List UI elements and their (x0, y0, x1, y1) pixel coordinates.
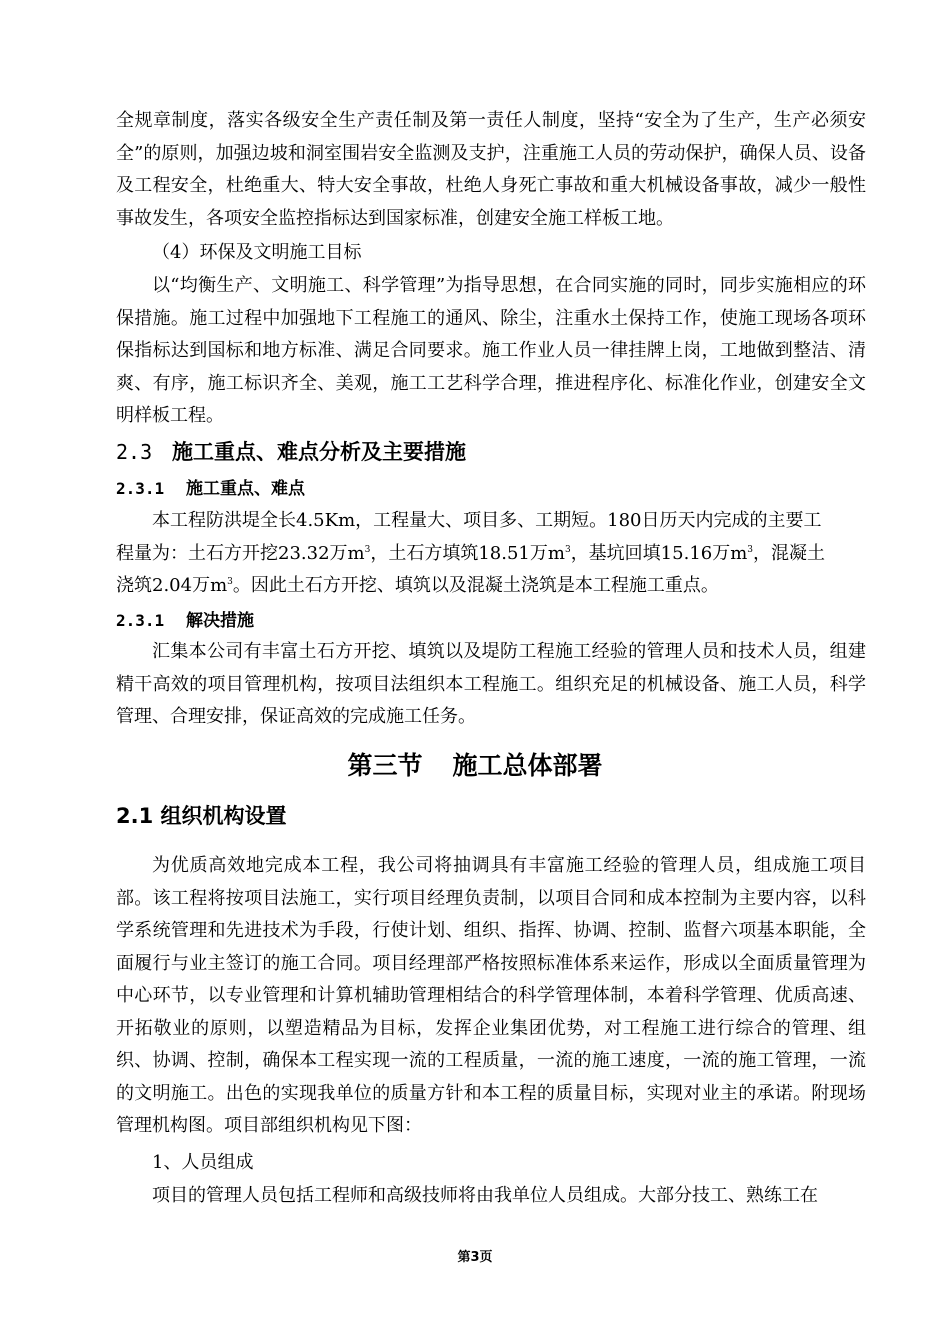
text-run: 浇筑2.04万m (116, 575, 228, 596)
staff-heading: 1、人员组成 (152, 1152, 254, 1173)
key-points-line-1: 本工程防洪堤全长4.5Km，工程量大、项目多、工期短。180日历天内完成的主要工 (152, 510, 822, 531)
subsection-number: 2.3.1 (116, 479, 165, 498)
chapter-title (0, 748, 950, 784)
subsection-heading-key-points (116, 476, 305, 502)
subsection-title: 施工重点、难点 (186, 479, 305, 499)
superscript: 3 (364, 544, 371, 555)
paragraph-solutions: 汇集本公司有丰富土石方开挖、填筑以及堤防工程施工经验的管理人员和技术人员，组建精干高效的项目管理机构，按项目法组织本工程施工。组织充足的机械设备、施工人员，科学管理、合理安排，保证高效的完成施工任务。 (116, 641, 866, 727)
text-run: ，土石方填筑18.51万m (370, 542, 565, 564)
text-run: 程量为：土石方开挖23.32万m (116, 542, 365, 564)
chapter-number: 第三节 (347, 751, 423, 780)
superscript: 3 (564, 544, 571, 555)
env-goal-heading: （4）环保及文明施工目标 (152, 242, 362, 263)
section-heading-2-1: 2.1 组织机构设置 (116, 804, 287, 828)
paragraph-env-goal: 以“均衡生产、文明施工、科学管理”为指导思想，在合同实施的同时，同步实施相应的环保措施。施工过程中加强地下工程施工的通风、除尘，注重水土保持工作，使施工现场各项环保指标达到国标和地方标准、满足合同要求。施工作业人员一律挂牌上岗，工地做到整洁、清爽、有序，施工标识齐全、美观，施工工艺科学合理，推进程序化、标准化作业，创建安全文明样板工程。 (116, 275, 866, 426)
paragraph-key-points (116, 505, 866, 603)
text-run: 。因此土石方开挖、填筑以及混凝土浇筑是本工程施工重点。 (232, 575, 719, 596)
subsection-number: 2.3.1 (116, 611, 165, 630)
section-title: 施工重点、难点分析及主要措施 (172, 440, 466, 464)
subsection-heading-solutions (116, 608, 254, 634)
chapter-name: 施工总体部署 (452, 751, 603, 780)
superscript: 3 (227, 577, 233, 587)
key-points-line-2 (116, 538, 866, 571)
paragraph-staff: 项目的管理人员包括工程师和高级技师将由我单位人员组成。大部分技工、熟练工在 (152, 1185, 818, 1206)
section-number: 2.3 (116, 440, 153, 464)
page-number: 第3页 (457, 1250, 493, 1265)
text-run: ，混凝土 (753, 542, 826, 564)
text-run: ，基坑回填15.16万m (570, 542, 748, 564)
subsection-title: 解决措施 (186, 611, 254, 631)
paragraph-safety-goal: 全规章制度，落实各级安全生产责任制及第一责任人制度，坚持“安全为了生产，生产必须安全”的原则，加强边坡和洞室围岩安全监测及支护，注重施工人员的劳动保护，确保人员、设备及工程安全，杜绝重大、特大安全事故，杜绝人身死亡事故和重大机械设备事故，减少一般性事故发生，各项安全监控指标达到国家标准，创建安全施工样板工地。 (116, 110, 866, 229)
superscript: 3 (747, 544, 754, 555)
paragraph-organization: 为优质高效地完成本工程，我公司将抽调具有丰富施工经验的管理人员，组成施工项目部。该工程将按项目法施工，实行项目经理负责制，以项目合同和成本控制为主要内容，以科学系统管理和先进技术为手段，行使计划、组织、指挥、协调、控制、监督六项基本职能，全面履行与业主签订的施工合同。项目经理部严格按照标准体系来运作，形成以全面质量管理为中心环节，以专业管理和计算机辅助管理相结合的科学管理体制，本着科学管理、优质高速、开拓敬业的原则，以塑造精品为目标，发挥企业集团优势，对工程施工进行综合的管理、组织、协调、控制，确保本工程实现一流的工程质量，一流的施工速度，一流的施工管理，一流的文明施工。出色的实现我单位的质量方针和本工程的质量目标，实现对业主的承诺。附现场管理机构图。项目部组织机构见下图： (116, 855, 866, 1136)
section-heading-2-3 (116, 437, 466, 467)
key-points-line-3 (116, 570, 866, 603)
